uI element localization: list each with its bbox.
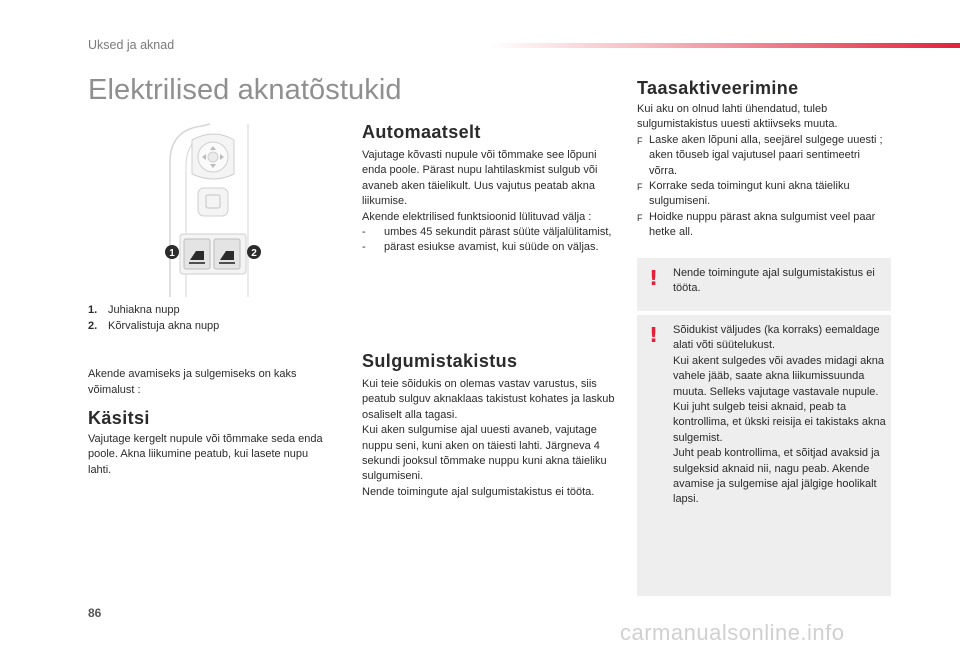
automaatselt-body: [362, 148, 618, 256]
warning-text: Nende toimingute ajal sulgumistakistus ei tööta.: [673, 267, 875, 295]
automaatselt-list: [362, 225, 618, 256]
section-heading-kasitsi: Käsitsi: [88, 408, 150, 428]
header-accent-bar: [490, 43, 960, 48]
warning-box: [637, 315, 891, 596]
arrow-bullet-icon: F: [637, 135, 643, 146]
list-item-text: Korrake seda toimingut kuni akna täieliku sulgumiseni.: [649, 180, 850, 208]
warning-icon: !: [649, 266, 659, 290]
arrow-bullet-icon: F: [637, 182, 643, 193]
legend-number: 2.: [88, 319, 98, 332]
svg-text:2: 2: [251, 248, 257, 259]
intro-paragraph: Akende avamiseks ja sulgemiseks on kaks võimalust :: [88, 368, 297, 396]
taasaktiveerimine-list: [637, 133, 891, 241]
list-item-text: Laske aken lõpuni alla, seejärel sulgege uuesti ; aken tõuseb igal vajutusel paari sentimeetri võrra.: [649, 133, 883, 177]
section-heading-taasaktiveerimine: Taasaktiveerimine: [637, 78, 799, 98]
automaatselt-text: Vajutage kõvasti nupule või tõmmake see lõpuni enda poole. Pärast nupu lahtilaskmist sulgub või avaneb aken täielikult. Uus vajutus peatab akna liikumise.: [362, 149, 598, 208]
sulgumistakistus-text: Kui teie sõidukis on olemas vastav varustus, siis peatub sulguv aknaklaas takistust kohates ja laskub osaliselt alla tagasi. Kui aken sulgumise ajal uuesti avaneb, vajutage nuppu seni, kuni aken on täiesti lahti. Järgneva 4 sekundi jooksul tõmmake nuppu kuni akna täieliku sulgumiseni. Nende toimingute ajal sulgumistakistus ei tööta.: [362, 378, 615, 498]
list-item: [362, 240, 618, 255]
legend-text: Juhiakna nupp: [108, 304, 180, 316]
figure-legend: [88, 303, 219, 334]
watermark: carmanualsonline.info: [620, 620, 845, 645]
list-bullet: -: [362, 241, 366, 254]
arrow-bullet-icon: F: [637, 212, 643, 223]
section-heading-sulgumistakistus: Sulgumistakistus: [362, 351, 518, 371]
legend-text: Kõrvalistuja akna nupp: [108, 319, 220, 332]
taasaktiveerimine-text: Kui aku on olnud lahti ühendatud, tuleb sulgumistakistus uuesti aktiivseks muuta.: [637, 103, 838, 131]
taasaktiveerimine-body: [637, 102, 891, 241]
running-head: Uksed ja aknad: [88, 38, 175, 52]
warning-icon: !: [649, 323, 659, 347]
list-item-text: pärast esiukse avamist, kui süüde on väljas.: [384, 241, 599, 254]
page-title: Elektrilised aknatõstukid: [88, 74, 402, 106]
list-bullet: -: [362, 226, 366, 239]
warning-text: Sõidukist väljudes (ka korraks) eemaldage alati võti süütelukust. Kui akent sulgedes või avades midagi akna vahele jääb, saate akna liikumissuunda muuta. Selleks vajutage vastavale nupule. Kui juht sulgeb teisi aknaid, peab ta kontrollima, et ükski reisija ei takistaks akna sulgemist. Juht peab kontrollima, et sõitjad avaksid ja sulgeksid aknaid nii, nagu peab. Akende avamise ja sulgemise ajal jälgige hoolikalt lapsi.: [673, 324, 886, 506]
legend-item: [88, 303, 219, 319]
legend-number: 1.: [88, 304, 98, 316]
callout-2: [247, 245, 261, 259]
kasitsi-text: Vajutage kergelt nupule või tõmmake seda enda poole. Akna liikumine peatub, kui lasete nupu lahti.: [88, 433, 323, 476]
callout-1: [165, 245, 179, 259]
legend-item: [88, 319, 219, 335]
list-item: [637, 179, 891, 210]
list-item-text: Hoidke nuppu pärast akna sulgumist veel paar hetke all.: [649, 210, 876, 239]
page-number: 86: [88, 606, 102, 620]
list-item: [637, 133, 891, 179]
section-heading-automaatselt: Automaatselt: [362, 122, 481, 142]
automaatselt-text-2: Akende elektrilised funktsioonid lülituvad välja :: [362, 210, 592, 223]
list-item: [362, 225, 618, 240]
svg-text:1: 1: [169, 248, 175, 259]
window-switch-illustration: [162, 122, 262, 297]
warning-box: [637, 258, 891, 311]
list-item: [637, 210, 891, 241]
list-item-text: umbes 45 sekundit pärast süüte väljalülitamist,: [384, 226, 612, 239]
